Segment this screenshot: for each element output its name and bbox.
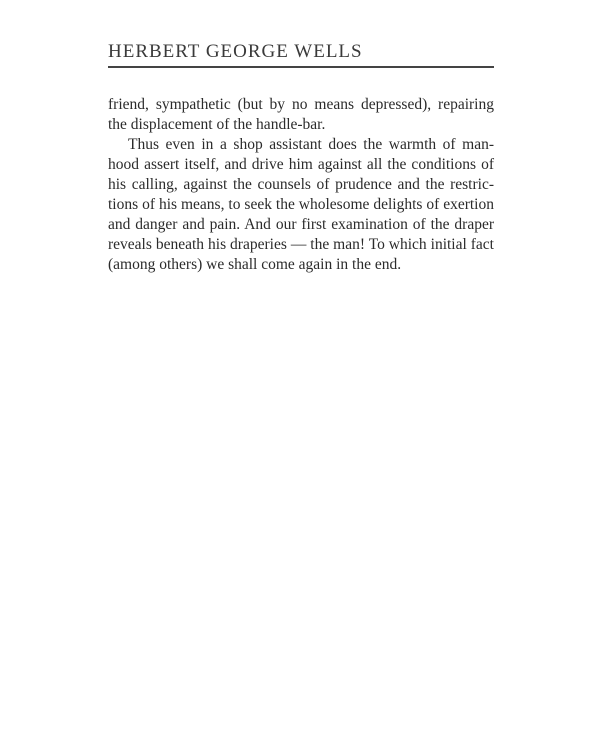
text-line: the displacement of the handle-bar. [108,116,326,133]
text-line: his calling, against the counsels of prudence and the restric- [108,176,494,193]
header-rule [108,66,494,68]
text-line: tions of his means, to seek the wholesome delights of exertion [108,196,494,213]
text-line: (among others) we shall come again in the end. [108,256,402,273]
text-line: reveals beneath his draperies — the man! To which initial fact [108,236,494,253]
running-header: HERBERT GEORGE WELLS [108,41,363,62]
text-line: friend, sympathetic (but by no means depressed), repairing [108,96,494,113]
text-line: Thus even in a shop assistant does the warmth of man- [128,136,494,153]
text-line: and danger and pain. And our first examination of the draper [108,216,494,233]
text-line: hood assert itself, and drive him against all the conditions of [108,156,494,173]
body-text [108,95,494,275]
